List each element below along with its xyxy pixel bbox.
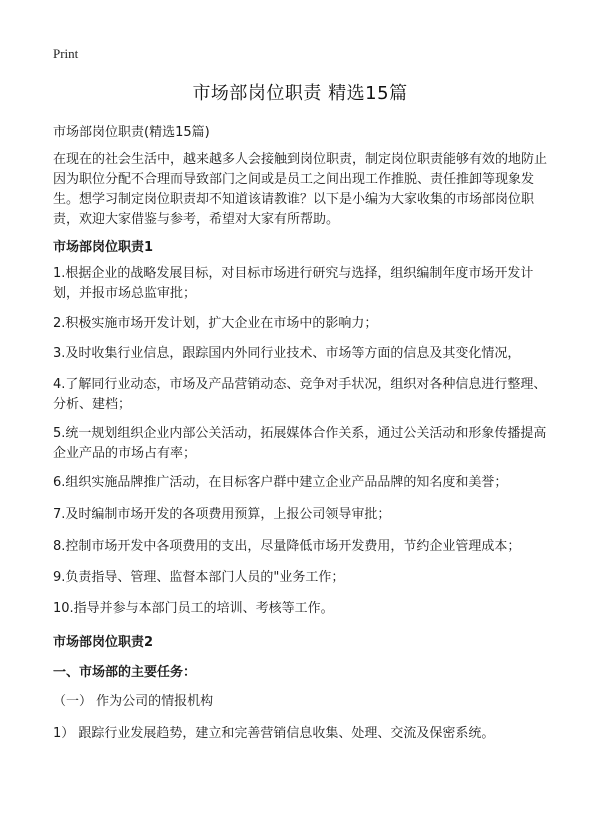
list-item: 4.了解同行业动态，市场及产品营销动态、竞争对手状况，组织对各种信息进行整理、分析、建档； <box>53 377 547 412</box>
print-link[interactable]: Print <box>53 46 79 61</box>
list-item: 8.控制市场开发中各项费用的支出，尽量降低市场开发费用，节约企业管理成本； <box>53 539 521 554</box>
list-item: 9.负责指导、管理、监督本部门人员的"业务工作； <box>53 570 345 585</box>
page-title: 市场部岗位职责 精选15篇 <box>192 83 408 104</box>
list-item: 5.统一规划组织企业内部公关活动，拓展媒体合作关系，通过公关活动和形象传播提高企业产品的市场占有率； <box>53 426 547 461</box>
list-item: 7.及时编制市场开发的各项费用预算，上报公司领导审批； <box>53 507 391 522</box>
section-heading-1: 市场部岗位职责1 <box>53 240 154 255</box>
list-item: 6.组织实施品牌推广活动，在目标客户群中建立企业产品品牌的知名度和美誉； <box>53 475 508 490</box>
section-heading-2: 市场部岗位职责2 <box>53 635 154 650</box>
section-subheading: 一、市场部的主要任务： <box>53 665 197 680</box>
list-item: 2.积极实施市场开发计划，扩大企业在市场中的影响力； <box>53 316 378 331</box>
list-item: 1.根据企业的战略发展目标，对目标市场进行研究与选择，组织编制年度市场开发计划，并报市场总监审批； <box>53 266 534 301</box>
list-item: 10.指导并参与本部门员工的培训、考核等工作。 <box>53 601 334 616</box>
sub-item: （一） 作为公司的情报机构 <box>53 694 214 709</box>
intro-paragraph: 在现在的社会生活中，越来越多人会接触到岗位职责，制定岗位职责能够有效的地防止因为职位分配不合理而导致部门之间或是员工之间出现工作推脱、责任推卸等现象发生。想学习制定岗位职责却不知道该请教谁？以下是小编为大家收集的市场部岗位职责，欢迎大家借鉴与参考，希望对大家有所帮助。 <box>53 152 548 227</box>
document-subtitle: 市场部岗位职责(精选15篇) <box>53 125 210 140</box>
list-item: 3.及时收集行业信息，跟踪国内外同行业技术、市场等方面的信息及其变化情况， <box>53 346 521 361</box>
list-item: 1） 跟踪行业发展趋势，建立和完善营销信息收集、处理、交流及保密系统。 <box>53 726 495 741</box>
